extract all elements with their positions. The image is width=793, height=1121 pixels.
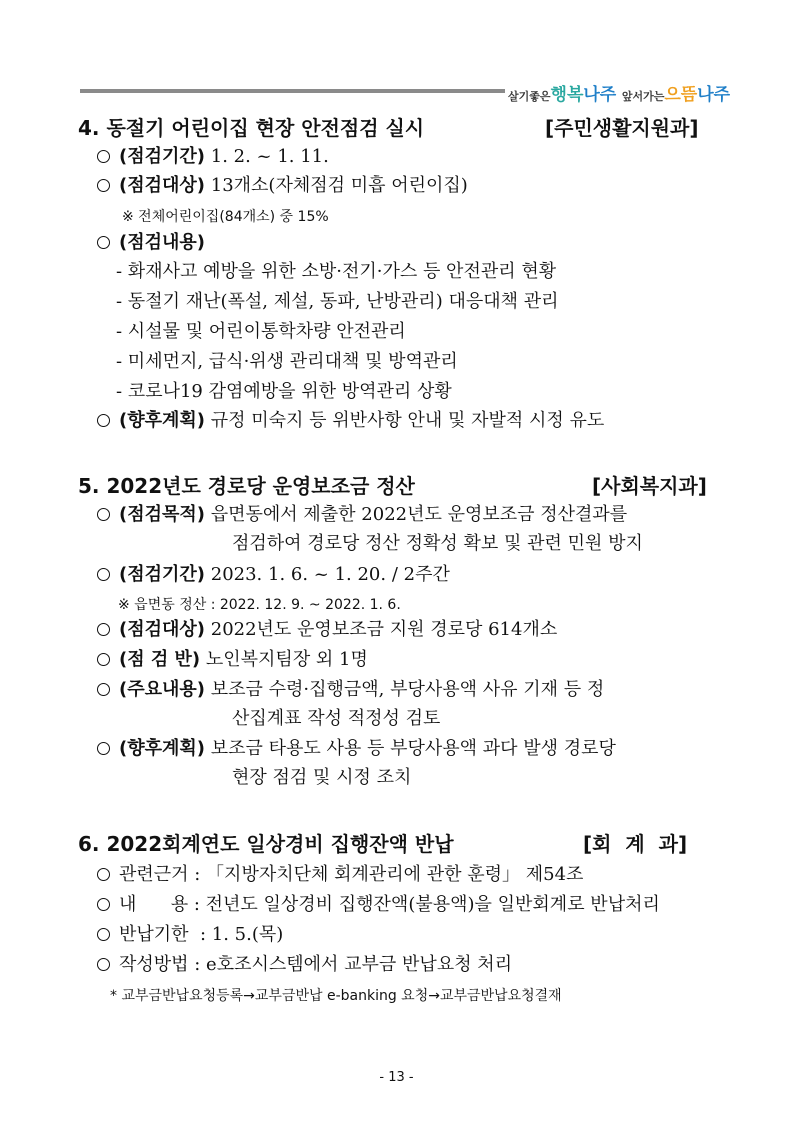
slogan-part: 앞서가는 [621,90,665,103]
line-label: (점검기간) [119,146,206,167]
circle-bullet-icon [97,179,110,192]
circle-bullet-icon [97,236,110,249]
s6-deadline-line [97,923,283,947]
s6-content-line [97,893,660,917]
s5-purpose-cont: 점검하여 경로당 정산 정확성 확보 및 관련 민원 방지 [232,533,643,554]
slogan-part: 행복 [550,85,584,105]
line-text: 노인복지팀장 외 1명 [200,649,368,670]
section-4-title: 4. 동절기 어린이집 현장 안전점검 실시 [78,116,425,140]
s5-main-line [97,678,604,702]
section-6-dept: [회 계 과] [583,832,688,856]
section-6-title: 6. 2022회계연도 일상경비 집행잔액 반납 [78,832,454,856]
line-text: 관련근거 : 「지방자치단체 회계관리에 관한 훈령」 제54조 [119,864,584,885]
s4-item: - 코로나19 감염예방을 위한 방역관리 상황 [116,381,452,402]
line-label: (향후계획) [119,738,206,759]
s4-plan-line [97,409,604,433]
circle-bullet-icon [97,414,110,427]
circle-bullet-icon [97,653,110,666]
line-text: 규정 미숙지 등 위반사항 안내 및 자발적 시정 유도 [205,410,605,431]
line-label: (점검내용) [119,232,206,253]
s4-note: ※ 전체어린이집(84개소) 중 15% [122,209,329,225]
s4-item: - 시설물 및 어린이통학차량 안전관리 [116,321,406,342]
circle-bullet-icon [97,623,110,636]
slogan-part: 나주 [583,85,617,105]
line-text: 1. 2. ~ 1. 11. [205,146,329,167]
section-5-title: 5. 2022년도 경로당 운영보조금 정산 [78,474,415,498]
s5-target-line [97,618,557,642]
s4-item: - 동절기 재난(폭설, 제설, 동파, 난방관리) 대응대책 관리 [116,291,559,312]
line-label: (향후계획) [119,410,206,431]
s5-plan-cont: 현장 점검 및 시정 조치 [232,767,412,788]
slogan-part: 살기좋은 [508,90,551,103]
s6-method-line [97,953,512,977]
line-label: (점검대상) [119,175,206,196]
line-label: (점검목적) [119,504,206,525]
s4-item: - 미세먼지, 급식·위생 관리대책 및 방역관리 [116,351,458,372]
s4-period-line [97,145,329,169]
line-label: (주요내용) [119,679,206,700]
circle-bullet-icon [97,742,110,755]
s5-note: ※ 읍면동 정산 : 2022. 12. 9. ~ 2022. 1. 6. [118,597,401,613]
circle-bullet-icon [97,928,110,941]
s5-team-line [97,648,368,672]
s5-main-cont: 산집계표 작성 적정성 검토 [232,708,441,729]
s5-plan-line [97,737,616,761]
s4-item: - 화재사고 예방을 위한 소방·전기·가스 등 안전관리 현황 [116,261,557,282]
line-label: (점검대상) [119,619,206,640]
line-label: (점 검 반) [119,649,201,670]
header-slogan-logo [508,80,730,105]
circle-bullet-icon [97,568,110,581]
circle-bullet-icon [97,683,110,696]
line-text: 2022년도 운영보조금 지원 경로당 614개소 [205,619,558,640]
slogan-part: 나주 [697,85,731,105]
line-text: 보조금 수령·집행금액, 부당사용액 사유 기재 등 정 [205,679,605,700]
s6-basis-line [97,863,583,887]
s4-content-line [97,231,205,255]
slogan-part: 으뜸 [664,85,698,105]
s4-target-line [97,174,468,198]
line-text: 반납기한 : 1. 5.(목) [119,924,284,945]
line-label: (점검기간) [119,564,206,585]
line-text: 내 용 : 전년도 일상경비 집행잔액(불용액)을 일반회계로 반납처리 [119,894,660,915]
s5-purpose-line [97,503,627,527]
s6-note: * 교부금반납요청등록→교부금반납 e-banking 요청→교부금반납요청결재 [110,988,562,1004]
circle-bullet-icon [97,868,110,881]
circle-bullet-icon [97,898,110,911]
line-text: 보조금 타용도 사용 등 부당사용액 과다 발생 경로당 [205,738,616,759]
line-text: 2023. 1. 6. ~ 1. 20. / 2주간 [205,564,450,585]
s5-period-line [97,563,450,587]
line-text: 13개소(자체점검 미흡 어린이집) [205,175,468,196]
section-5-dept: [사회복지과] [592,474,707,498]
circle-bullet-icon [97,150,110,163]
header-rule [80,89,505,93]
circle-bullet-icon [97,958,110,971]
line-text: 작성방법 : e호조시스템에서 교부금 반납요청 처리 [119,954,513,975]
section-4-dept: [주민생활지원과] [545,116,699,140]
circle-bullet-icon [97,508,110,521]
page-number: - 13 - [379,1070,414,1085]
line-text: 읍면동에서 제출한 2022년도 운영보조금 정산결과를 [205,504,628,525]
